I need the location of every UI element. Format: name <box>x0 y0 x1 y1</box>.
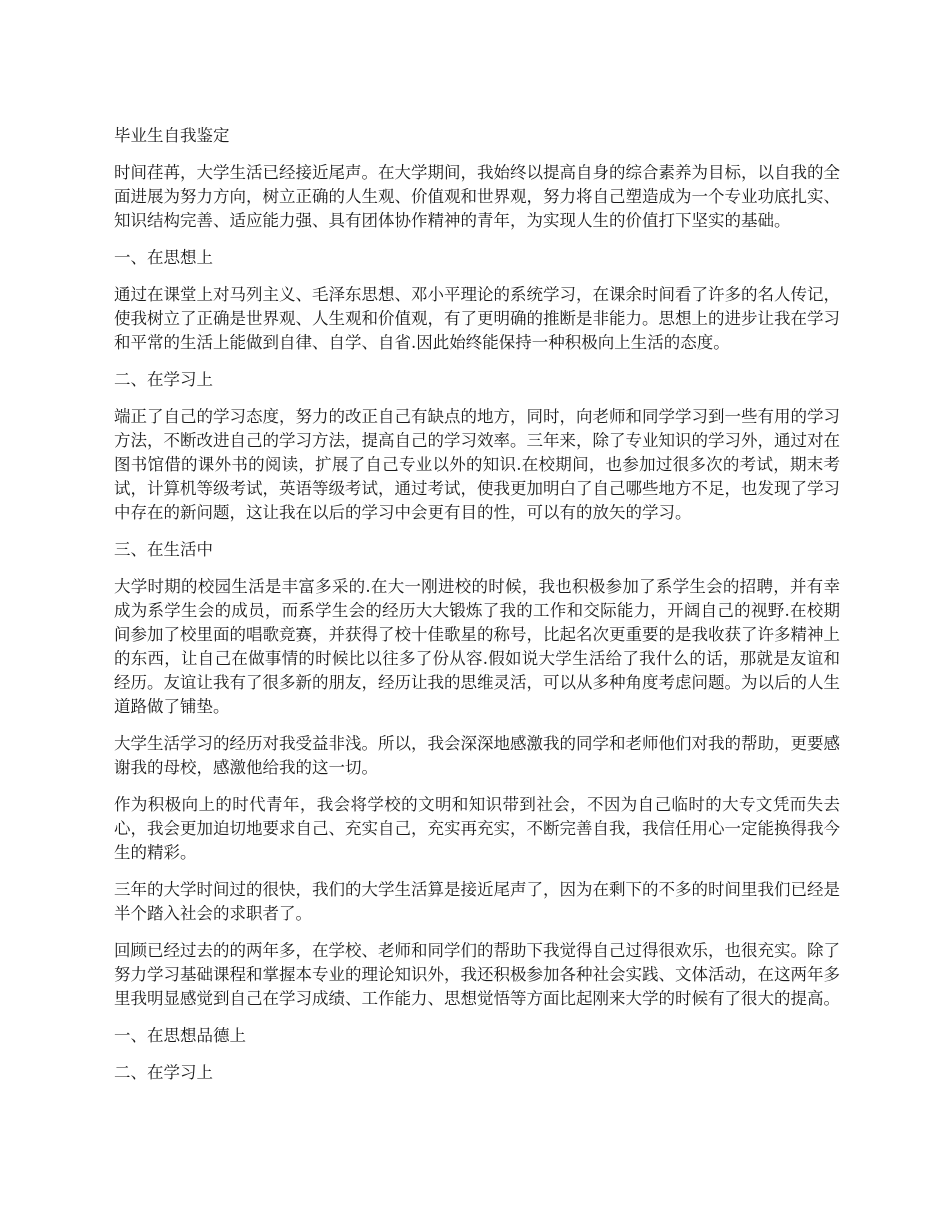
paragraph-thought: 通过在课堂上对马列主义、毛泽东思想、邓小平理论的系统学习，在课余时间看了许多的名人传记，使我树立了正确是世界观、人生观和价值观，有了更明确的推断是非能力。思想上的进步让我在学习和平常的生活上能做到自律、自学、自省.因此始终能保持一种积极向上生活的态度。 <box>114 285 840 352</box>
paragraph-intro: 时间荏苒，大学生活已经接近尾声。在大学期间，我始终以提高自身的综合素养为目标，以自我的全面进展为努力方向，树立正确的人生观、价值观和世界观，努力将自己塑造成为一个专业功底扎实、知识结构完善、适应能力强、具有团体协作精神的青年，为实现人生的价值打下坚实的基础。 <box>114 163 840 230</box>
paragraph-life: 大学时期的校园生活是丰富多采的.在大一刚进校的时候，我也积极参加了系学生会的招聘，并有幸成为系学生会的成员，而系学生会的经历大大锻炼了我的工作和交际能力，开阔自己的视野.在校期间参加了校里面的唱歌竞赛，并获得了校十佳歌星的称号，比起名次更重要的是我收获了许多精神上的东西，让自己在做事情的时候比以往多了份从容.假如说大学生活给了我什么的话，那就是友谊和经历。友谊让我有了很多新的朋友，经历让我的思维灵活，可以从多种角度考虑问题。为以后的人生道路做了铺垫。 <box>114 577 840 716</box>
section-heading-study-2: 二、在学习上 <box>114 1063 213 1082</box>
section-heading-life: 三、在生活中 <box>114 540 213 559</box>
paragraph-review: 回顾已经过去的的两年多，在学校、老师和同学们的帮助下我觉得自己过得很欢乐，也很充实。除了努力学习基础课程和掌握本专业的理论知识外，我还积极参加各种社会实践、文体活动，在这两年多里我明显感觉到自己在学习成绩、工作能力、思想觉悟等方面比起刚来大学的时候有了很大的提高。 <box>114 941 840 1008</box>
document-page <box>114 124 840 1098</box>
paragraph-three-years: 三年的大学时间过的很快，我们的大学生活算是接近尾声了，因为在剩下的不多的时间里我们已经是半个踏入社会的求职者了。 <box>114 880 840 923</box>
paragraph-future: 作为积极向上的时代青年，我会将学校的文明和知识带到社会，不因为自己临时的大专文凭而失去心，我会更加迫切地要求自己、充实自己，充实再充实，不断完善自我，我信任用心一定能换得我今生的精彩。 <box>114 795 840 862</box>
section-heading-thought: 一、在思想上 <box>114 248 213 267</box>
section-heading-morality: 一、在思想品德上 <box>114 1026 246 1045</box>
paragraph-gratitude: 大学生活学习的经历对我受益非浅。所以，我会深深地感激我的同学和老师他们对我的帮助，更要感谢我的母校，感激他给我的这一切。 <box>114 734 840 777</box>
paragraph-study: 端正了自己的学习态度，努力的改正自己有缺点的地方，同时，向老师和同学学习到一些有用的学习方法，不断改进自己的学习方法，提高自己的学习效率。三年来，除了专业知识的学习外，通过对在图书馆借的课外书的阅读，扩展了自己专业以外的知识.在校期间，也参加过很多次的考试，期末考试，计算机等级考试，英语等级考试，通过考试，使我更加明白了自己哪些地方不足，也发现了学习中存在的新问题，这让我在以后的学习中会更有目的性，可以有的放矢的学习。 <box>114 407 840 522</box>
section-heading-study: 二、在学习上 <box>114 370 213 389</box>
document-title: 毕业生自我鉴定 <box>114 126 230 145</box>
